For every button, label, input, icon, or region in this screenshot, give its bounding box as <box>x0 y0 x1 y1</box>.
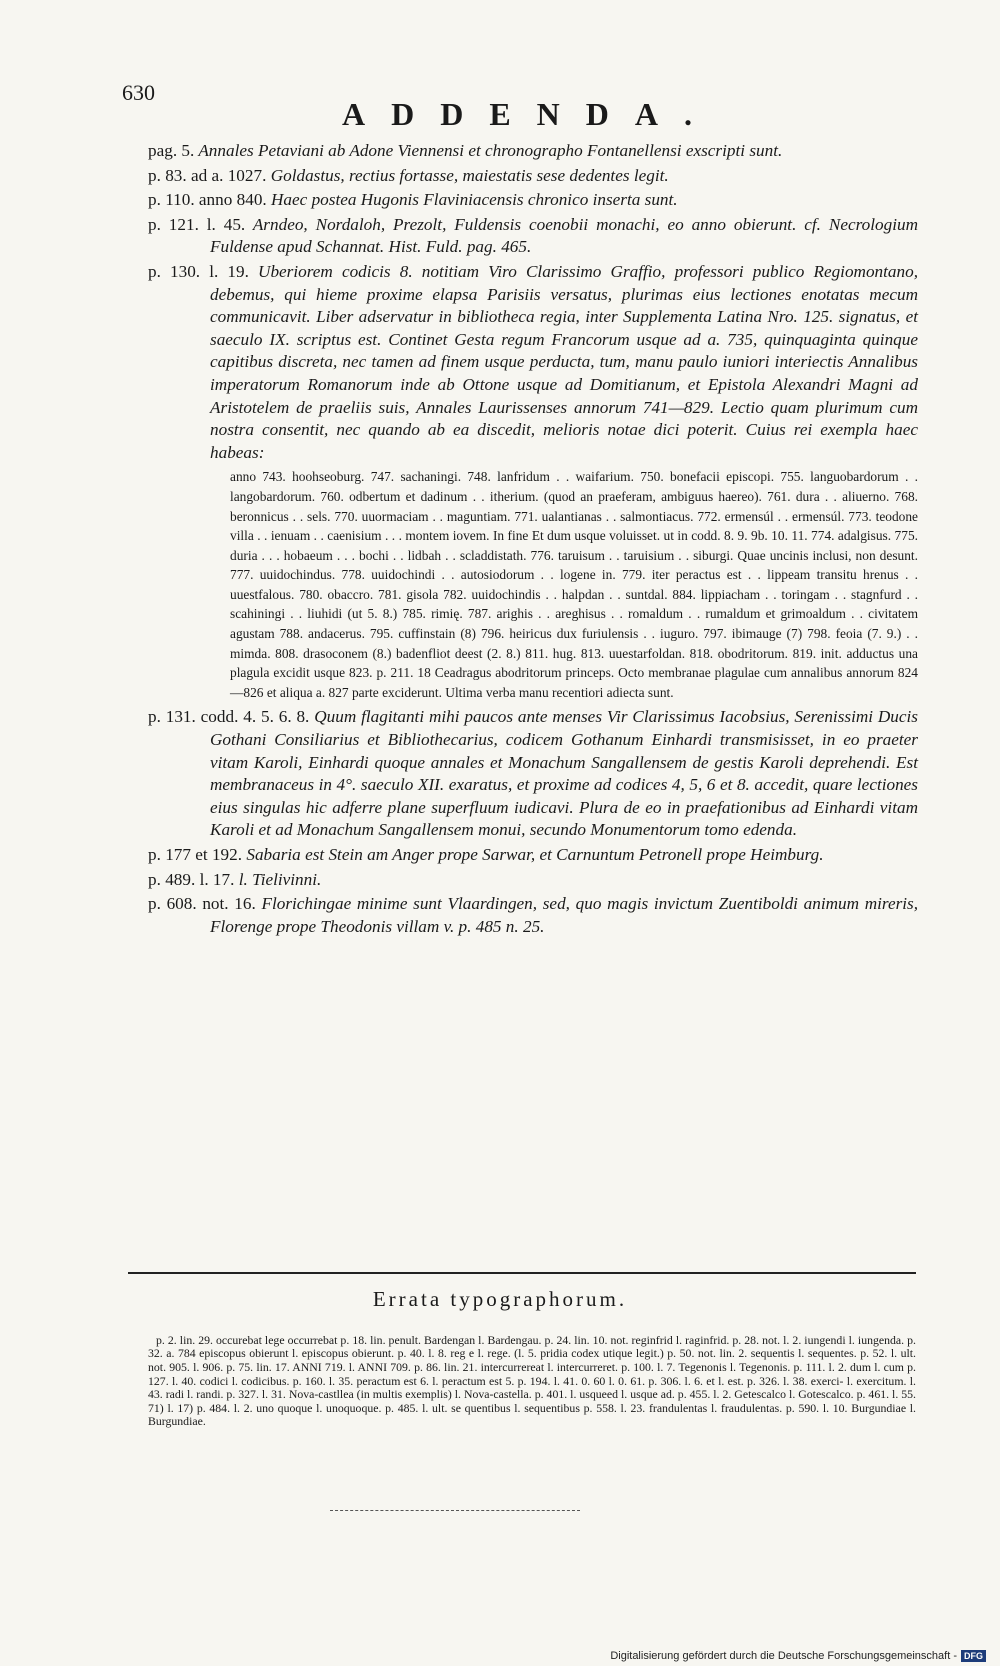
entry-reference: p. 121. l. 45. <box>148 214 246 234</box>
addendum-entry <box>148 706 918 842</box>
addenda-entries <box>148 140 918 940</box>
entry-reference: p. 131. codd. 4. 5. 6. 8. <box>148 707 310 727</box>
dfg-logo-icon: DFG <box>961 1650 986 1662</box>
entry-text: l. Tielivinni. <box>238 869 322 889</box>
variant-readings: anno 743. hoohseoburg. 747. sachaningi. 748. lanfridum . . waifarium. 750. bonefacii episcopi. 755. languobardorum . . langobardorum. 760. odbertum et dadinum . . itherium. (quod an praeferam, ambiguus haereo). 761. dura . . aliuerno. 768. beronnicus . . sels. 770. uuormaciam . . maguntiam. 771. ualantianas . . salmontiacus. 772. ermensúl . . ermensúl. 773. teodone villa . . ienuam . . caenisium . . . montem iovem. In fine Et dum usque voluisset. ut in codd. 8. 9. 9b. 10. 11. 774. adalgisus. 775. duria . . . hobaeum . . . bochi . . lidbah . . scladdistath. 776. taruisum . . taruisium . . siburgi. Quae uncinis inclusi, non desunt. 777. uuidochindus. 778. uuidochindi . . autosiodorum . . logene in. 779. iter peractus est . . lippeam transitu hrenus . . uuestfalous. 780. obaccro. 781. gisola 782. uuidochindis . . halpdan . . suntdal. 884. lippiacham . . toringam . . stagnfurd . . scahiningi . . liuhidi (ut 5. 8.) 785. rimię. 787. arighis . . areghisus . . romaldum . . rumaldum et grimoaldum . . civitatem agustam 788. andacerus. 795. cuffinstain (8) 796. heiricus dux furiulensis . . iuguro. 797. ibimauge (7) 798. feoia (7. 9.) . . mimda. 808. drasoconem (8.) badenfliot deest (2. 8.) 811. hug. 813. uuestarfoldan. 818. obodritorum. 819. init. adductus una plagula excidit usque 823. p. 211. 18 Ceadragus abodritorum princeps. Octo membranae plagulae cum annalibus annorum 824—826 et aliqua a. 827 parte exciderunt. Ultima verba manu recentiori adiecta sunt. <box>230 469 918 700</box>
addendum-entry <box>148 844 918 867</box>
entry-text: Goldastus, rectius fortasse, maiestatis sese dedentes legit. <box>270 165 669 185</box>
digitization-footer <box>610 1650 986 1662</box>
section-divider <box>128 1272 916 1274</box>
addendum-entry <box>148 893 918 938</box>
entry-reference: p. 177 et 192. <box>148 845 243 864</box>
entry-reference: p. 110. anno 840. <box>148 190 267 210</box>
addendum-entry <box>148 214 918 259</box>
page-number: 630 <box>122 80 155 105</box>
errata-title: Errata typographorum. <box>372 1287 628 1311</box>
entry-text: Florichingae minime sunt Vlaardingen, sed, quo magis invictum Zuentiboldi animum mireris, Florenge prope Theodonis villam v. p. 485 n. 25. <box>210 894 919 936</box>
entry-text: Haec postea Hugonis Flaviniacensis chronico inserta sunt. <box>271 190 678 210</box>
entry-reference: p. 83. ad a. 1027. <box>148 165 267 185</box>
entry-reference: pag. 5. <box>148 141 195 160</box>
addendum-entry <box>148 261 918 464</box>
addendum-entry <box>148 165 918 188</box>
entry-reference: p. 489. l. 17. <box>148 869 235 889</box>
page-title: ADDENDA. <box>342 96 718 132</box>
entry-text: Quum flagitanti mihi paucos ante menses Vir Clarissimus Iacobsius, Serenissimi Ducis Gothani Consiliarius et Bibliothecarius, codicem Gothanum Einhardi transmisisset, in eo praeter vitam Karoli, Einhardi quoque annales et Monachum Sangallensem de gestis Karoli deprehendi. Est membranaceus in 4°. saeculo XII. exaratus, et proxime ad codices 4, 5, 6 et 8. accedit, quare lectiones eius singulas hic adferre plane superfluum iudicavi. Plura de eo in praefationibus ad Einhardi vitam Karoli et ad Monachum Sangallensem monui, secundo Monumentorum tomo edenda. <box>210 707 918 840</box>
entry-reference: p. 130. l. 19. <box>148 261 249 281</box>
footer-text: Digitalisierung gefördert durch die Deutsche Forschungsgemeinschaft - <box>610 1650 957 1662</box>
entry-text: Arndeo, Nordaloh, Prezolt, Fuldensis coenobii monachi, eo anno obierunt. cf. Necrologium Fuldense apud Schannat. Hist. Fuld. pag. 465. <box>210 214 918 257</box>
errata-text: p. 2. lin. 29. occurebat lege occurrebat p. 18. lin. penult. Bardengan l. Bardengau. p. 24. lin. 10. not. reginfrid l. raginfrid. p. 28. not. l. 2. iungendi l. iungenda. p. 32. a. 784 episcopus obierunt l. episcopus obierunt. p. 40. l. 8. reg e l. rege. (l. 5. pridia codex utique legit.) p. 50. not. lin. 2. sequentis l. sequentes. p. 52. l. ult. not. 905. l. 906. p. 75. lin. 17. ANNI 719. l. ANNI 709. p. 86. lin. 21. intercurrereat l. intercurreret. p. 100. l. 7. Tegenonis l. Tegenonis. p. 111. l. 2. dum l. cum p. 127. l. 40. codici l. codicibus. p. 160. l. 35. peractum est 6. l. peractum est 5. p. 194. l. 41. 0. 60 l. 0. 61. p. 306. l. 6. et l. est. p. 326. l. 38. exerci- l. exercitum. l. 43. radi l. randi. p. 327. l. 31. Nova-castllea (in multis exemplis) l. Nova-castella. p. 401. l. usqueed l. usque ad. p. 455. l. 2. Getescalco l. Gotescalco. p. 461. l. 55. 71) l. 17) p. 484. l. 2. uno quoque l. unoquoque. p. 485. l. ult. se quentibus l. sequentibus p. 558. l. 23. frandulentas l. fraudulentas. p. 590. l. 10. Burgundiae l. Burgundiae. <box>148 1332 916 1429</box>
entry-reference: p. 608. not. 16. <box>148 894 256 914</box>
end-divider <box>330 1510 580 1511</box>
addendum-entry <box>148 869 918 892</box>
addendum-entry <box>148 140 918 163</box>
addendum-entry <box>148 189 918 212</box>
entry-text: Uberiorem codicis 8. notitiam Viro Clarissimo Graffio, professori publico Regiomontano, debemus, qui hieme proxime elapsa Parisiis versatus, plurimas eius lectiones enotatas mecum communicavit. Liber adservatur in bibliotheca regia, inter Supplementa Latina Nro. 125. signatus, et saeculo IX. scriptus est. Continet Gesta regum Francorum usque ad a. 735, quinquaginta quinque capitibus discreta, nec tamen ad finem usque perducta, tum, manu paulo iuniori interiectis Annalibus imperatorum Romanorum inde ab Ottone usque ad Domitianum, et Epistola Alexandri Magni ad Aristotelem de praeliis suis, Annales Laurissenses annorum 741—829. Lectio quam plurimum cum nostra consentit, nec quando ab ea discedit, melioris notae dici poterit. Cuius rei exempla haec habeas: <box>210 261 918 462</box>
entry-text: Annales Petaviani ab Adone Viennensi et chronographo Fontanellensi exscripti sunt. <box>198 141 783 160</box>
entry-text: Sabaria est Stein am Anger prope Sarwar, et Carnuntum Petronell prope Heimburg. <box>246 845 824 864</box>
